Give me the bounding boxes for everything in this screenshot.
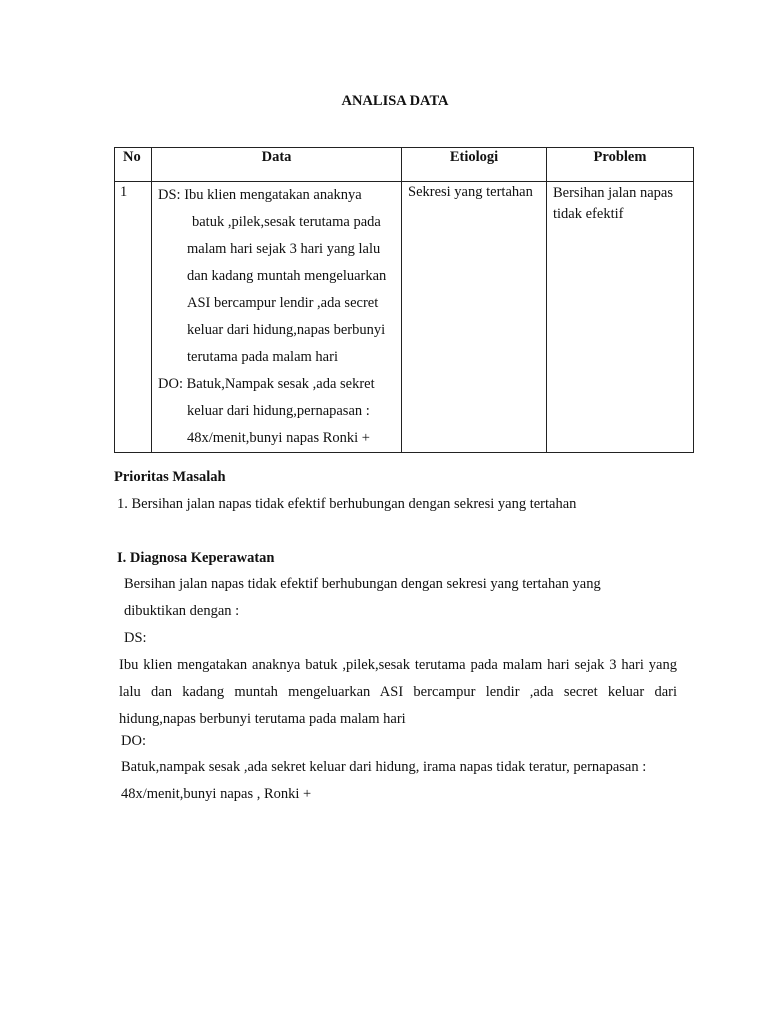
- data-line: keluar dari hidung,pernapasan :: [187, 403, 370, 419]
- do-line-1: Batuk,nampak sesak ,ada sekret keluar dari hidung, irama napas tidak teratur, pernapasan :: [121, 759, 647, 775]
- diagnosa-heading: I. Diagnosa Keperawatan: [117, 550, 275, 566]
- data-line: DO: Batuk,Nampak sesak ,ada sekret: [158, 376, 375, 392]
- diagnosa-line-2: dibuktikan dengan :: [124, 603, 240, 619]
- cell-data: [152, 182, 402, 453]
- data-line: dan kadang muntah mengeluarkan: [187, 268, 387, 284]
- prioritas-title: Prioritas Masalah: [114, 469, 226, 485]
- data-line: batuk ,pilek,sesak terutama pada: [192, 214, 381, 230]
- page-title: ANALISA DATA: [341, 93, 449, 109]
- analysis-table: [114, 147, 694, 453]
- prioritas-item: 1. Bersihan jalan napas tidak efektif berhubungan dengan sekresi yang tertahan: [117, 496, 577, 512]
- header-etiologi: Etiologi: [402, 148, 547, 182]
- cell-etiologi: Sekresi yang tertahan: [402, 182, 547, 453]
- data-line: DS: Ibu klien mengatakan anaknya: [158, 187, 362, 203]
- data-line: keluar dari hidung,napas berbunyi: [187, 322, 386, 338]
- data-line: 48x/menit,bunyi napas Ronki +: [187, 430, 370, 446]
- header-no: No: [115, 148, 152, 182]
- header-problem: Problem: [547, 148, 694, 182]
- ds-paragraph: Ibu klien mengatakan anaknya batuk ,pilek,sesak terutama pada malam hari sejak 3 hari yang lalu dan kadang muntah mengeluarkan ASI bercampur lendir ,ada secret keluar dari hidung,napas berbunyi terutama pada malam hari: [119, 657, 677, 727]
- diagnosa-line-1: Bersihan jalan napas tidak efektif berhubungan dengan sekresi yang tertahan yang: [124, 576, 601, 592]
- table-header-row: [115, 148, 694, 182]
- header-data: Data: [152, 148, 402, 182]
- data-line: malam hari sejak 3 hari yang lalu: [187, 241, 381, 257]
- ds-label: DS:: [124, 630, 147, 646]
- data-line: terutama pada malam hari: [187, 349, 338, 365]
- do-line-2: 48x/menit,bunyi napas , Ronki +: [121, 786, 312, 802]
- cell-problem: Bersihan jalan napas tidak efektif: [547, 182, 694, 453]
- cell-no: 1: [115, 182, 152, 453]
- do-label: DO:: [121, 733, 146, 749]
- table-row: [115, 182, 694, 453]
- data-line: ASI bercampur lendir ,ada secret: [187, 295, 379, 311]
